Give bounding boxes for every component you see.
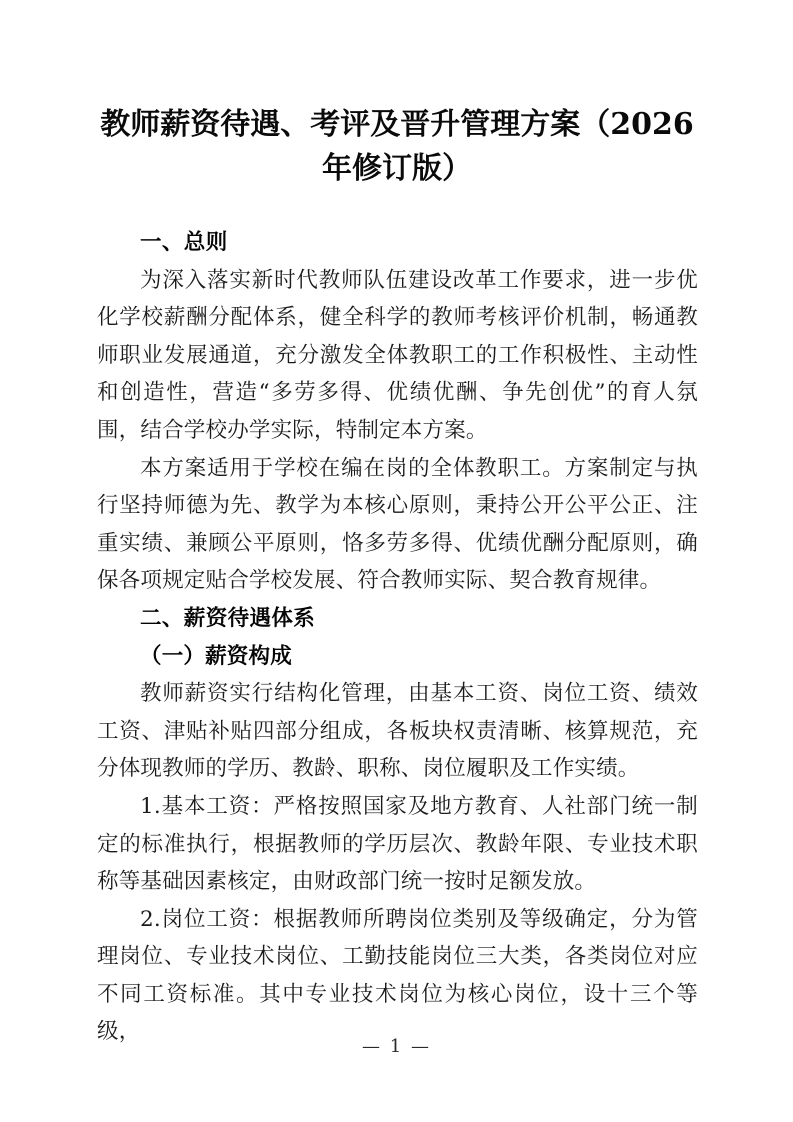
page-number-footer: — 1 — [362,1036,431,1057]
paragraph-post-salary: 2.岗位工资：根据教师所聘岗位类别及等级确定，分为管理岗位、专业技术岗位、工勤技能岗位三大类，各类岗位对应不同工资标准。其中专业技术岗位为核心岗位，设十三个等级， [97,906,698,1045]
paragraph-basic-salary: 1.基本工资：严格按照国家及地方教育、人社部门统一制定的标准执行，根据教师的学历层次、教龄年限、专业技术职称等基础因素核定，由财政部门统一按时足额发放。 [97,793,698,895]
paragraph-scope: 本方案适用于学校在编在岗的全体教职工。方案制定与执行坚持师德为先、教学为本核心原则，秉持公开公平公正、注重实绩、兼顾公平原则，恪多劳多得、优绩优酬分配原则，确保各项规定贴合学校发展、符合教师实际、契合教育规律。 [97,455,698,594]
section-heading-general-principles: 一、总则 [140,230,228,255]
document-title-line-1: 教师薪资待遇、考评及晋升管理方案（2026 [100,107,694,142]
document-title [97,103,697,191]
document-title-line-2: 年修订版） [322,151,472,186]
paragraph-salary-structure: 教师薪资实行结构化管理，由基本工资、岗位工资、绩效工资、津贴补贴四部分组成，各板块权责清晰、核算规范，充分体现教师的学历、教龄、职称、岗位履职及工作实绩。 [97,681,698,782]
document-body [97,224,698,1051]
subsection-heading-salary-composition: （一）薪资构成 [140,643,292,669]
section-heading-salary-system: 二、薪资待遇体系 [140,605,316,631]
paragraph-purpose: 为深入落实新时代教师队伍建设改革工作要求，进一步优化学校薪酬分配体系，健全科学的教师考核评价机制，畅通教师职业发展通道，充分激发全体教职工的工作积极性、主动性和创造性，营造“多劳多得、优绩优酬、争先创优”的育人氛围，结合学校办学实际，特制定本方案。 [97,267,698,443]
